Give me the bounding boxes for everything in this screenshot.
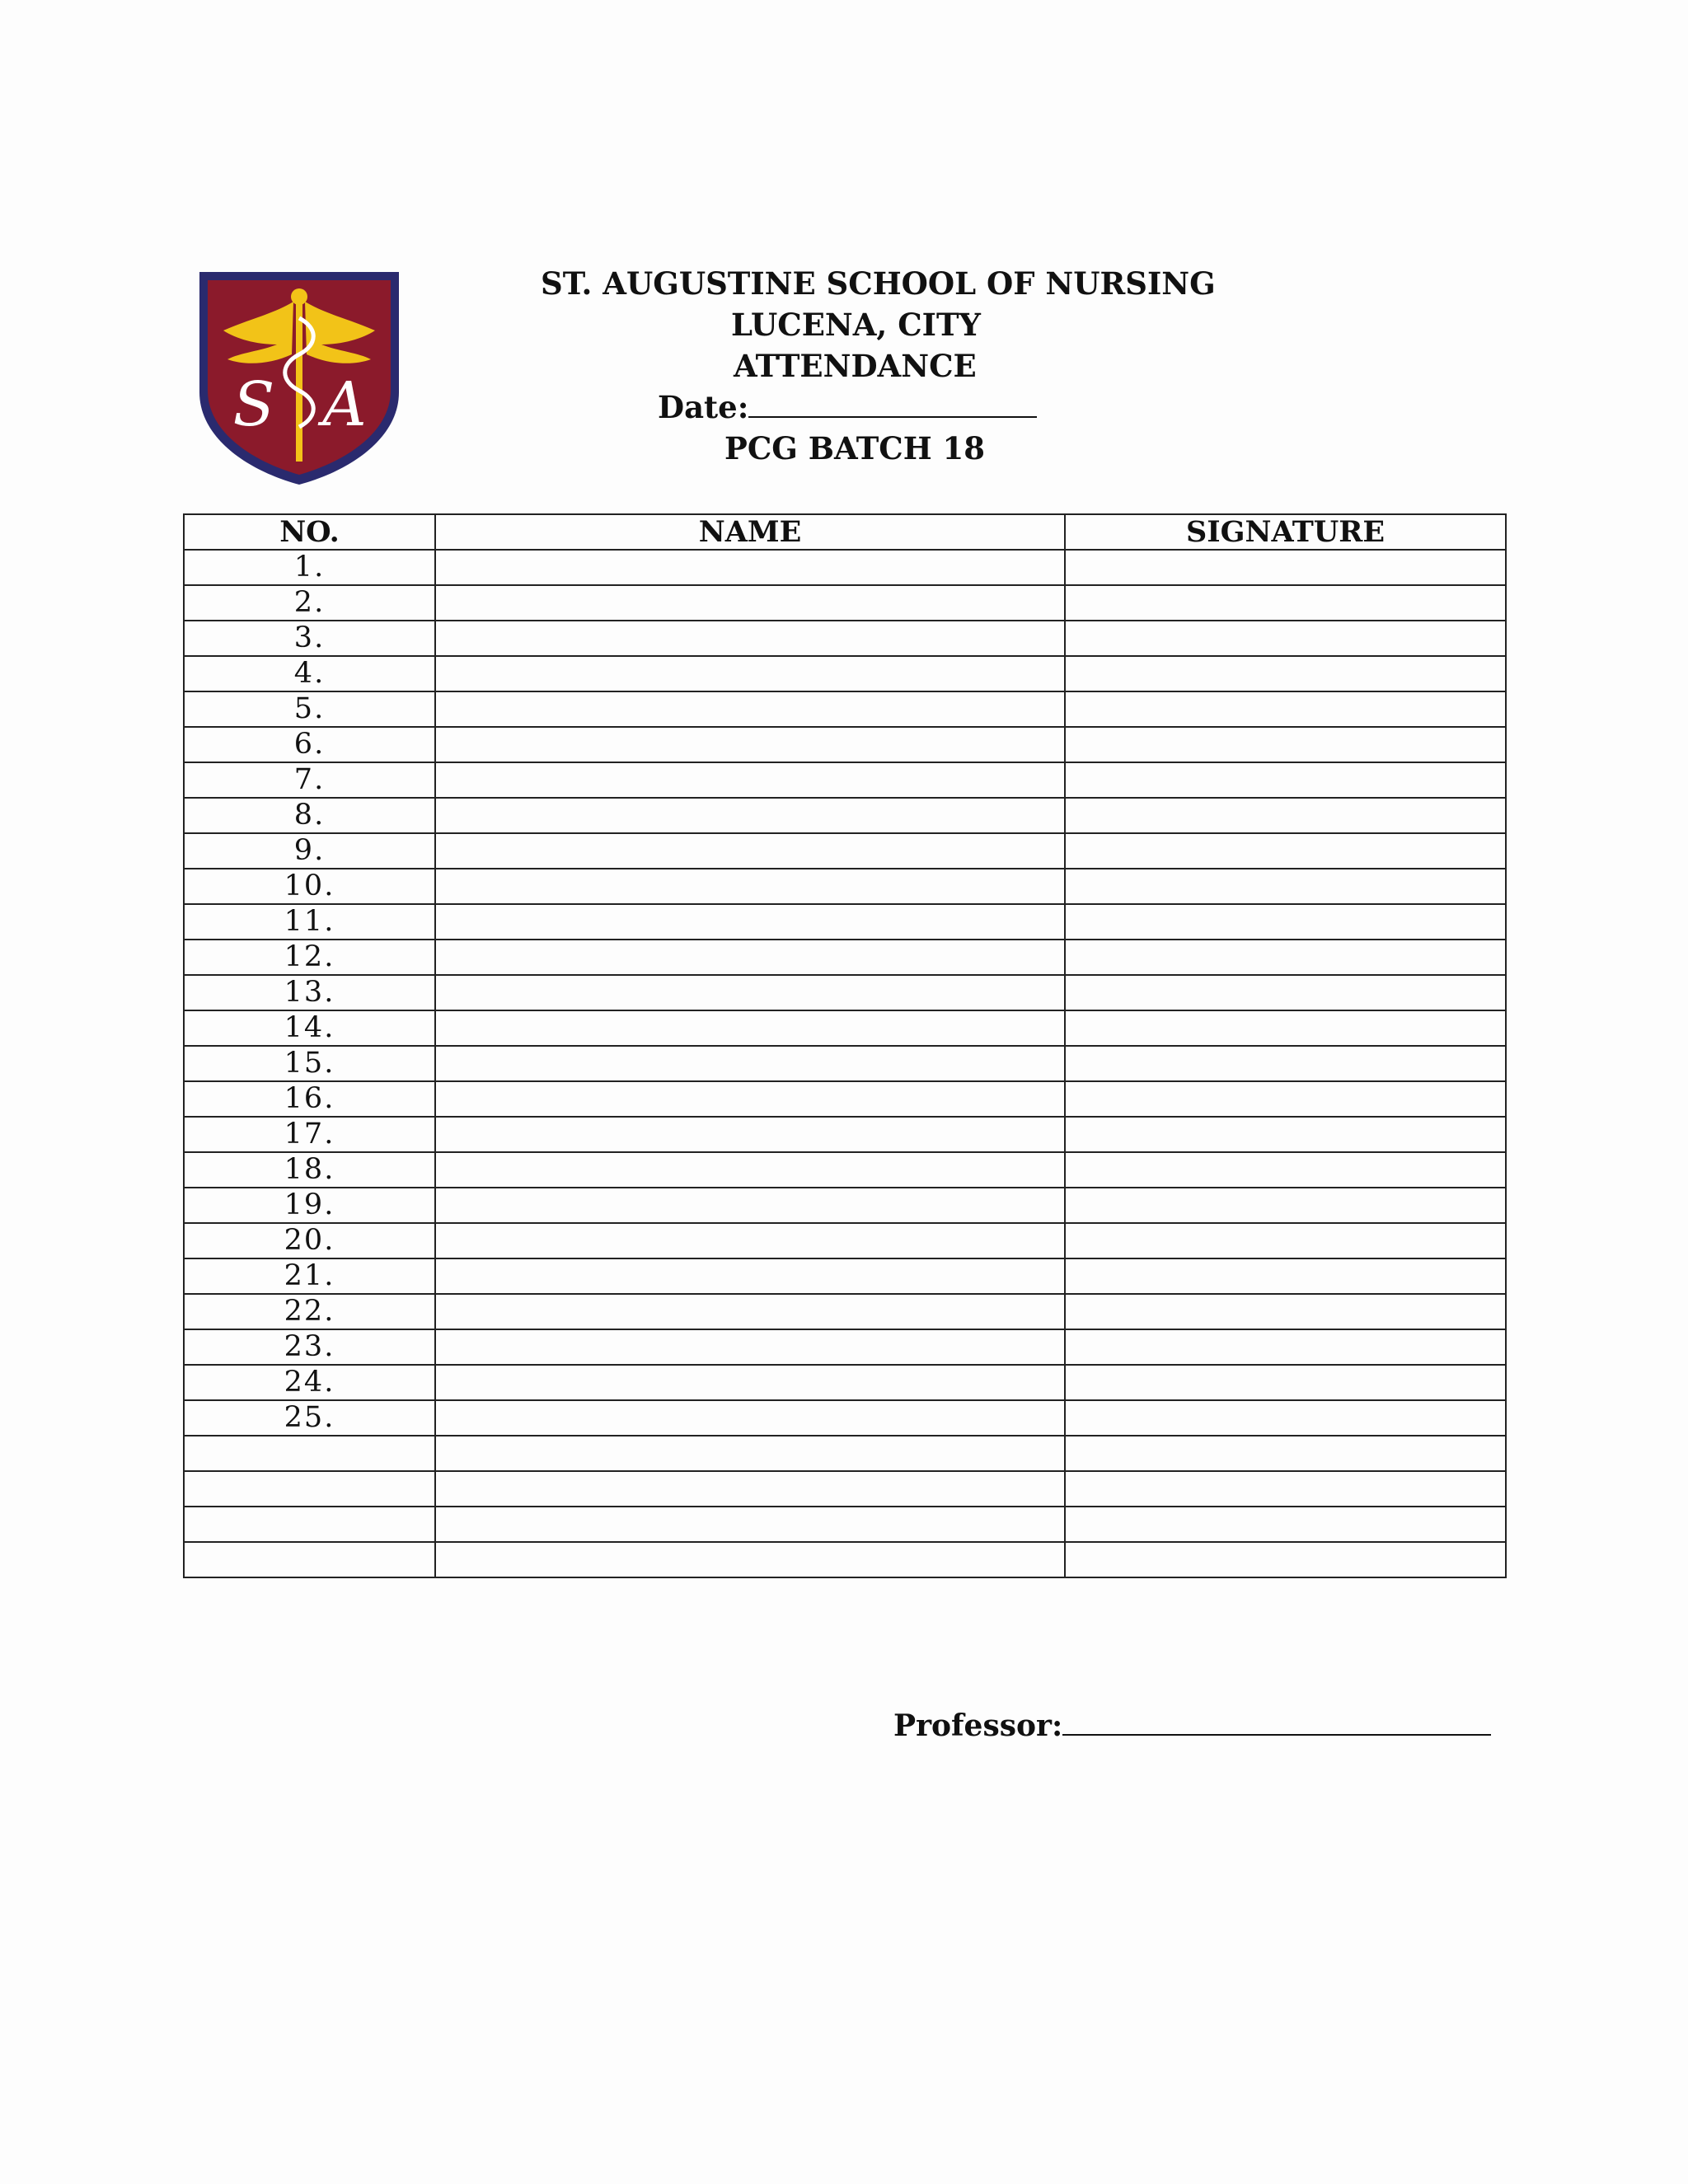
name-cell[interactable]	[435, 798, 1065, 833]
name-cell[interactable]	[435, 833, 1065, 869]
table-row	[184, 1081, 1506, 1117]
name-cell[interactable]	[435, 1117, 1065, 1152]
table-row	[184, 1046, 1506, 1081]
row-number: 19.	[184, 1188, 435, 1223]
name-cell[interactable]	[435, 1152, 1065, 1188]
table-row	[184, 762, 1506, 798]
table-row	[184, 1365, 1506, 1400]
table-row	[184, 1188, 1506, 1223]
table-row	[184, 550, 1506, 585]
name-cell[interactable]	[435, 1010, 1065, 1046]
table-row	[184, 1258, 1506, 1294]
row-number: 7.	[184, 762, 435, 798]
table-row	[184, 1471, 1506, 1507]
row-number: 16.	[184, 1081, 435, 1117]
signature-cell[interactable]	[1065, 621, 1506, 656]
table-row	[184, 798, 1506, 833]
signature-cell[interactable]	[1065, 798, 1506, 833]
attendance-table	[183, 513, 1507, 1578]
name-cell[interactable]	[435, 727, 1065, 762]
signature-cell[interactable]	[1065, 869, 1506, 904]
school-name: ST. AUGUSTINE SCHOOL OF NURSING	[541, 265, 1216, 302]
signature-cell[interactable]	[1065, 1152, 1506, 1188]
date-line	[658, 389, 1037, 425]
row-number: 15.	[184, 1046, 435, 1081]
name-cell[interactable]	[435, 762, 1065, 798]
name-cell[interactable]	[435, 1365, 1065, 1400]
name-cell[interactable]	[435, 550, 1065, 585]
table-row	[184, 1010, 1506, 1046]
row-number: 10.	[184, 869, 435, 904]
row-number: 3.	[184, 621, 435, 656]
professor-line	[893, 1708, 1491, 1743]
signature-cell[interactable]	[1065, 1081, 1506, 1117]
school-crest-logo	[195, 269, 404, 486]
signature-cell[interactable]	[1065, 1329, 1506, 1365]
row-number: 4.	[184, 656, 435, 691]
table-row	[184, 1400, 1506, 1436]
table-row	[184, 1152, 1506, 1188]
attendance-rows	[184, 550, 1506, 1577]
name-cell[interactable]	[435, 975, 1065, 1010]
table-row	[184, 1436, 1506, 1471]
date-blank-field[interactable]	[748, 391, 1037, 418]
row-number	[184, 1507, 435, 1542]
signature-cell[interactable]	[1065, 1046, 1506, 1081]
row-number: 2.	[184, 585, 435, 621]
signature-cell[interactable]	[1065, 585, 1506, 621]
row-number: 25.	[184, 1400, 435, 1436]
row-number	[184, 1436, 435, 1471]
signature-cell[interactable]	[1065, 1258, 1506, 1294]
table-row	[184, 621, 1506, 656]
row-number: 21.	[184, 1258, 435, 1294]
row-number	[184, 1542, 435, 1577]
row-number: 14.	[184, 1010, 435, 1046]
signature-cell[interactable]	[1065, 656, 1506, 691]
name-cell[interactable]	[435, 1471, 1065, 1507]
table-row	[184, 904, 1506, 940]
name-cell[interactable]	[435, 1188, 1065, 1223]
signature-cell[interactable]	[1065, 727, 1506, 762]
name-cell[interactable]	[435, 1400, 1065, 1436]
table-header-row	[184, 514, 1506, 550]
row-number: 18.	[184, 1152, 435, 1188]
column-header-signature: SIGNATURE	[1065, 514, 1506, 550]
table-row	[184, 727, 1506, 762]
table-row	[184, 1117, 1506, 1152]
name-cell[interactable]	[435, 904, 1065, 940]
row-number	[184, 1471, 435, 1507]
signature-cell[interactable]	[1065, 1010, 1506, 1046]
row-number: 12.	[184, 940, 435, 975]
table-row	[184, 656, 1506, 691]
signature-cell[interactable]	[1065, 1542, 1506, 1577]
name-cell[interactable]	[435, 1542, 1065, 1577]
name-cell[interactable]	[435, 621, 1065, 656]
name-cell[interactable]	[435, 940, 1065, 975]
table-row	[184, 691, 1506, 727]
date-label: Date:	[658, 389, 749, 425]
table-row	[184, 1294, 1506, 1329]
row-number: 5.	[184, 691, 435, 727]
name-cell[interactable]	[435, 1223, 1065, 1258]
name-cell[interactable]	[435, 656, 1065, 691]
row-number: 23.	[184, 1329, 435, 1365]
signature-cell[interactable]	[1065, 1223, 1506, 1258]
row-number: 13.	[184, 975, 435, 1010]
form-title: ATTENDANCE	[734, 348, 977, 384]
row-number: 22.	[184, 1294, 435, 1329]
table-row	[184, 1329, 1506, 1365]
signature-cell[interactable]	[1065, 1365, 1506, 1400]
name-cell[interactable]	[435, 1436, 1065, 1471]
signature-cell[interactable]	[1065, 975, 1506, 1010]
professor-signature-field[interactable]	[1062, 1708, 1491, 1736]
signature-cell[interactable]	[1065, 1471, 1506, 1507]
signature-cell[interactable]	[1065, 550, 1506, 585]
name-cell[interactable]	[435, 869, 1065, 904]
school-city: LUCENA, CITY	[731, 307, 981, 343]
svg-text:S: S	[232, 369, 275, 440]
table-row	[184, 585, 1506, 621]
signature-cell[interactable]	[1065, 1188, 1506, 1223]
batch-label: PCG BATCH 18	[724, 430, 986, 466]
row-number: 17.	[184, 1117, 435, 1152]
name-cell[interactable]	[435, 691, 1065, 727]
row-number: 9.	[184, 833, 435, 869]
signature-cell[interactable]	[1065, 904, 1506, 940]
name-cell[interactable]	[435, 1329, 1065, 1365]
row-number: 11.	[184, 904, 435, 940]
name-cell[interactable]	[435, 1294, 1065, 1329]
signature-cell[interactable]	[1065, 691, 1506, 727]
table-row	[184, 1542, 1506, 1577]
signature-cell[interactable]	[1065, 1436, 1506, 1471]
svg-text:A: A	[322, 369, 367, 440]
signature-cell[interactable]	[1065, 1400, 1506, 1436]
signature-cell[interactable]	[1065, 1294, 1506, 1329]
row-number: 6.	[184, 727, 435, 762]
name-cell[interactable]	[435, 1046, 1065, 1081]
row-number: 1.	[184, 550, 435, 585]
professor-label: Professor:	[893, 1708, 1063, 1743]
column-header-name: NAME	[435, 514, 1065, 550]
row-number: 24.	[184, 1365, 435, 1400]
column-header-no: NO.	[184, 514, 435, 550]
name-cell[interactable]	[435, 585, 1065, 621]
signature-cell[interactable]	[1065, 1507, 1506, 1542]
row-number: 20.	[184, 1223, 435, 1258]
name-cell[interactable]	[435, 1258, 1065, 1294]
name-cell[interactable]	[435, 1507, 1065, 1542]
signature-cell[interactable]	[1065, 833, 1506, 869]
table-row	[184, 1223, 1506, 1258]
table-row	[184, 940, 1506, 975]
table-row	[184, 975, 1506, 1010]
signature-cell[interactable]	[1065, 762, 1506, 798]
table-row	[184, 833, 1506, 869]
name-cell[interactable]	[435, 1081, 1065, 1117]
signature-cell[interactable]	[1065, 940, 1506, 975]
row-number: 8.	[184, 798, 435, 833]
table-row	[184, 1507, 1506, 1542]
signature-cell[interactable]	[1065, 1117, 1506, 1152]
table-row	[184, 869, 1506, 904]
